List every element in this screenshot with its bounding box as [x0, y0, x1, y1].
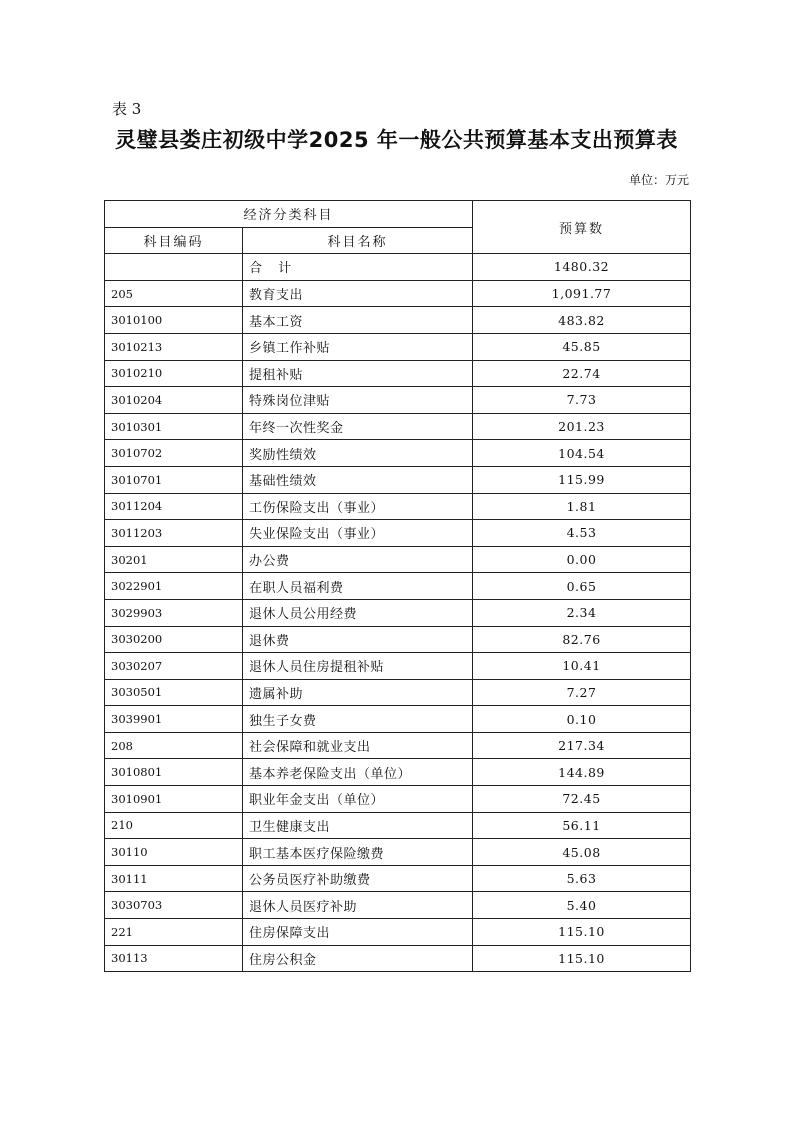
row-code: 3010100 — [105, 307, 243, 334]
row-code: 3010210 — [105, 360, 243, 387]
table-row — [105, 626, 691, 653]
table-row — [105, 280, 691, 307]
row-amount: 10.41 — [473, 653, 691, 680]
row-code: 30110 — [105, 839, 243, 866]
table-row — [105, 679, 691, 706]
table-row — [105, 307, 691, 334]
row-amount: 217.34 — [473, 732, 691, 759]
total-code — [105, 254, 243, 281]
header-row-group — [105, 201, 691, 228]
row-name: 基本养老保险支出（单位） — [243, 759, 473, 786]
row-code: 3029903 — [105, 599, 243, 626]
header-name: 科目名称 — [243, 227, 473, 254]
row-code: 221 — [105, 919, 243, 946]
row-amount: 82.76 — [473, 626, 691, 653]
row-code: 3010901 — [105, 786, 243, 813]
row-name: 在职人员福利费 — [243, 573, 473, 600]
row-amount: 483.82 — [473, 307, 691, 334]
row-name: 乡镇工作补贴 — [243, 333, 473, 360]
row-code: 3010701 — [105, 466, 243, 493]
row-amount: 2.34 — [473, 599, 691, 626]
row-amount: 104.54 — [473, 440, 691, 467]
row-name: 退休人员住房提租补贴 — [243, 653, 473, 680]
table-row — [105, 732, 691, 759]
table-row — [105, 546, 691, 573]
row-name: 社会保障和就业支出 — [243, 732, 473, 759]
table-row — [105, 440, 691, 467]
row-amount: 1.81 — [473, 493, 691, 520]
row-code: 3011203 — [105, 520, 243, 547]
table-row — [105, 865, 691, 892]
header-group-label: 经济分类科目 — [105, 201, 473, 228]
row-code: 208 — [105, 732, 243, 759]
row-code: 210 — [105, 812, 243, 839]
row-name: 教育支出 — [243, 280, 473, 307]
row-code: 3030207 — [105, 653, 243, 680]
header-code: 科目编码 — [105, 227, 243, 254]
row-name: 公务员医疗补助缴费 — [243, 865, 473, 892]
row-name: 失业保险支出（事业） — [243, 520, 473, 547]
row-name: 独生子女费 — [243, 706, 473, 733]
table-row — [105, 333, 691, 360]
row-name: 住房公积金 — [243, 945, 473, 972]
table-row — [105, 599, 691, 626]
row-name: 卫生健康支出 — [243, 812, 473, 839]
unit-label: 单位：万元 — [628, 173, 689, 187]
row-amount: 5.63 — [473, 865, 691, 892]
row-name: 工伤保险支出（事业） — [243, 493, 473, 520]
row-code: 3039901 — [105, 706, 243, 733]
table-row — [105, 493, 691, 520]
row-amount: 0.00 — [473, 546, 691, 573]
row-name: 退休人员公用经费 — [243, 599, 473, 626]
row-code: 205 — [105, 280, 243, 307]
row-amount: 115.99 — [473, 466, 691, 493]
table-row — [105, 653, 691, 680]
table-row — [105, 466, 691, 493]
row-amount: 45.85 — [473, 333, 691, 360]
row-code: 3010213 — [105, 333, 243, 360]
row-code: 30111 — [105, 865, 243, 892]
table-row — [105, 945, 691, 972]
table-row — [105, 839, 691, 866]
table-row — [105, 387, 691, 414]
row-code: 3030200 — [105, 626, 243, 653]
budget-table — [104, 200, 691, 972]
row-name: 办公费 — [243, 546, 473, 573]
row-amount: 22.74 — [473, 360, 691, 387]
table-label: 表 3 — [112, 100, 142, 118]
row-code: 3030703 — [105, 892, 243, 919]
row-amount: 45.08 — [473, 839, 691, 866]
row-name: 基本工资 — [243, 307, 473, 334]
row-amount: 0.10 — [473, 706, 691, 733]
row-amount: 1,091.77 — [473, 280, 691, 307]
row-name: 职工基本医疗保险缴费 — [243, 839, 473, 866]
table-row — [105, 892, 691, 919]
row-code: 3011204 — [105, 493, 243, 520]
row-name: 退休费 — [243, 626, 473, 653]
row-amount: 7.73 — [473, 387, 691, 414]
row-code: 3022901 — [105, 573, 243, 600]
row-code: 30201 — [105, 546, 243, 573]
row-code: 3030501 — [105, 679, 243, 706]
table-row — [105, 520, 691, 547]
row-amount: 5.40 — [473, 892, 691, 919]
row-code: 3010301 — [105, 413, 243, 440]
row-name: 年终一次性奖金 — [243, 413, 473, 440]
row-name: 退休人员医疗补助 — [243, 892, 473, 919]
table-row — [105, 573, 691, 600]
total-label: 合 计 — [243, 254, 473, 281]
row-amount: 0.65 — [473, 573, 691, 600]
table-row — [105, 706, 691, 733]
row-name: 基础性绩效 — [243, 466, 473, 493]
row-amount: 115.10 — [473, 919, 691, 946]
total-row — [105, 254, 691, 281]
row-amount: 56.11 — [473, 812, 691, 839]
row-amount: 144.89 — [473, 759, 691, 786]
header-amount: 预算数 — [473, 201, 691, 254]
table-row — [105, 360, 691, 387]
row-code: 3010204 — [105, 387, 243, 414]
row-name: 奖励性绩效 — [243, 440, 473, 467]
row-amount: 115.10 — [473, 945, 691, 972]
table-row — [105, 919, 691, 946]
row-amount: 201.23 — [473, 413, 691, 440]
row-name: 职业年金支出（单位） — [243, 786, 473, 813]
row-amount: 4.53 — [473, 520, 691, 547]
row-amount: 72.45 — [473, 786, 691, 813]
table-row — [105, 759, 691, 786]
table-row — [105, 786, 691, 813]
row-code: 3010801 — [105, 759, 243, 786]
table-row — [105, 413, 691, 440]
page-title: 灵璧县娄庄初级中学2025 年一般公共预算基本支出预算表 — [115, 128, 678, 152]
row-name: 提租补贴 — [243, 360, 473, 387]
row-name: 住房保障支出 — [243, 919, 473, 946]
table-row — [105, 812, 691, 839]
row-code: 3010702 — [105, 440, 243, 467]
row-code: 30113 — [105, 945, 243, 972]
row-amount: 7.27 — [473, 679, 691, 706]
row-name: 特殊岗位津贴 — [243, 387, 473, 414]
row-name: 遗属补助 — [243, 679, 473, 706]
total-amount: 1480.32 — [473, 254, 691, 281]
